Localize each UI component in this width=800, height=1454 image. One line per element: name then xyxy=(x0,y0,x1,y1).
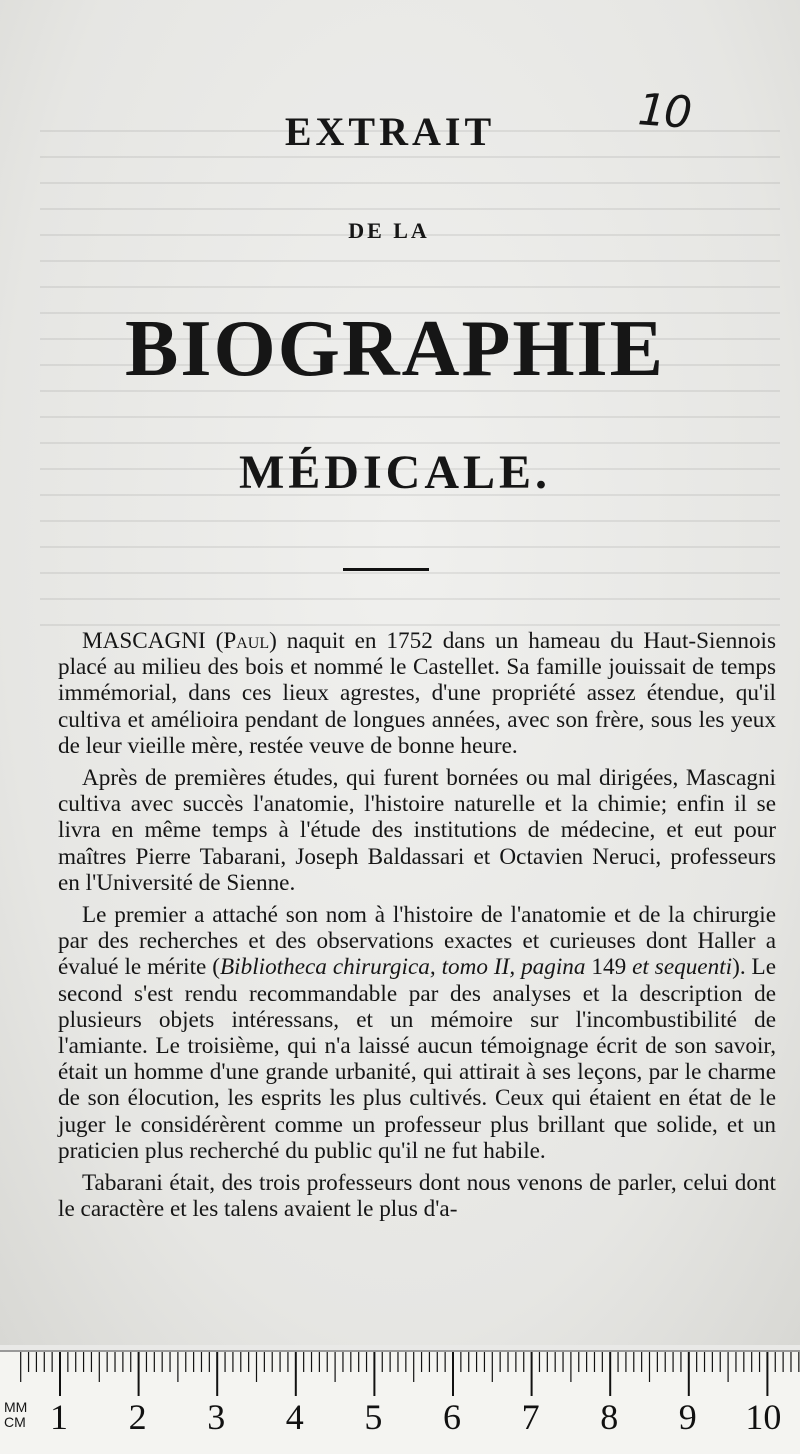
measurement-ruler xyxy=(0,1350,800,1454)
title-extrait: EXTRAIT xyxy=(284,109,496,154)
paragraph-3-part-a: Le premier a attaché son nom à l'histoire de l'anatomie et de la chirurgie par des recherches et des observations exactes et curieuses dont Haller a évalué le mérite ( xyxy=(58,902,776,981)
paragraph-3-part-b: ). Le second s'est rendu recommandable par des analyses et la description de plusieurs objets intéressans, et un mémoire sur l'incombustibilité de l'amiante. Le troisième, qui n'a laissé aucun témoignage écrit de son savoir, était un homme d'une grande urbanité, qui attirait à ses leçons, par le charme de son élocution, les esprits les plus cultivés. Ceux qui étaient en état de le juger le considérèrent comme un professeur plus brillant que solide, et un praticien plus recherché du public qu'il ne fut habile. xyxy=(58,954,777,1164)
paragraph-3 xyxy=(58,902,776,1164)
paragraph-4: Tabarani était, des trois professeurs dont nous venons de parler, celui dont le caractère et les talens avaient le plus d'a- xyxy=(58,1170,776,1223)
subject-name: MASCAGNI xyxy=(82,628,206,654)
paragraph-2: Après de premières études, qui furent bornées ou mal dirigées, Mascagni cultiva avec succès l'anatomie, l'histoire naturelle et la chimie; enfin il se livra en même temps à l'étude des institutions de médecine, et eut pour maîtres Pierre Tabarani, Joseph Baldassari et Octavien Neruci, professeurs en l'Université de Sienne. xyxy=(58,765,776,896)
citation-page: 149 xyxy=(585,954,633,981)
ruler-number: 7 xyxy=(521,1397,540,1437)
ruler-number: 4 xyxy=(285,1397,304,1437)
handwritten-page-number: 10 xyxy=(636,84,692,139)
title-rule xyxy=(343,568,429,571)
title-de-la: DE LA xyxy=(348,218,430,243)
article-body xyxy=(58,628,776,1228)
paragraph-1 xyxy=(58,628,776,759)
ruler-number: 9 xyxy=(678,1397,697,1437)
title-medicale: MÉDICALE. xyxy=(238,446,552,499)
ruler-number: 5 xyxy=(364,1397,383,1437)
title-biographie: BIOGRAPHIE xyxy=(124,305,666,393)
ruler-mm-label: MM xyxy=(4,1399,28,1415)
citation-suffix: et sequenti xyxy=(632,954,733,981)
ruler-units-label xyxy=(4,1400,27,1430)
ruler-number: 6 xyxy=(443,1397,461,1437)
subject-given-name: (Paul) xyxy=(215,628,277,654)
ruler-number: 1 xyxy=(50,1397,68,1437)
ruler-cm-label: CM xyxy=(4,1414,26,1430)
ruler-number: 8 xyxy=(600,1397,619,1437)
paragraph-1-text: naquit en 1752 dans un hameau du Haut-Siennois placé au milieu des bois et nommé le Castellet. Sa famille jouissait de temps immémorial, dans ces lieux agrestes, d'une propriété assez étendue, qu'il cultiva et amélioira pendant de longues années, avec son frère, sous les yeux de leur vieille mère, restée veuve de bonne heure. xyxy=(58,628,777,759)
citation-title: Bibliotheca chirurgica, tomo II, pagina xyxy=(220,954,586,981)
ruler-number: 2 xyxy=(128,1397,147,1437)
ruler-number: 10 xyxy=(745,1397,782,1437)
ruler-number: 3 xyxy=(207,1397,226,1437)
